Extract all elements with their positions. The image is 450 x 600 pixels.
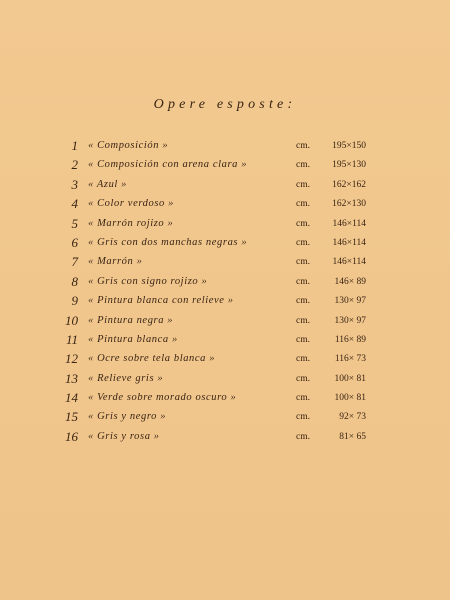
unit-label: cm. (296, 315, 310, 326)
work-size (296, 296, 366, 306)
work-title: « Marrón » (88, 256, 143, 268)
work-number: 11 (65, 331, 78, 347)
work-size (296, 354, 366, 364)
work-number: 1 (71, 138, 78, 153)
work-size (296, 180, 366, 190)
work-size (296, 219, 366, 229)
work-dimensions: 146×114 (332, 257, 366, 268)
work-title: « Ocre sobre tela blanca » (88, 353, 216, 365)
work-title: « Color verdoso » (88, 198, 174, 210)
list-item (56, 292, 366, 311)
work-number: 7 (71, 254, 78, 270)
list-item (56, 156, 366, 175)
work-title: « Gris y rosa » (88, 430, 160, 442)
list-item (56, 389, 366, 408)
unit-label: cm. (296, 218, 310, 229)
work-dimensions: 81× 65 (339, 431, 366, 442)
work-dimensions: 130× 97 (334, 315, 366, 326)
work-title: « Marrón rojizo » (88, 217, 174, 229)
list-item (56, 408, 366, 427)
work-number: 16 (65, 428, 78, 444)
unit-label: cm. (296, 373, 310, 384)
work-title: « Pintura blanca » (88, 333, 178, 345)
work-title: « Gris con signo rojizo » (88, 275, 208, 287)
work-dimensions: 146×114 (332, 237, 366, 248)
list-item (56, 137, 366, 156)
work-number: 2 (71, 157, 78, 173)
list-item (56, 331, 366, 350)
unit-label: cm. (296, 141, 310, 151)
work-dimensions: 92× 73 (339, 412, 366, 423)
work-dimensions: 130× 97 (334, 296, 366, 307)
unit-label: cm. (296, 257, 310, 268)
work-size (296, 277, 366, 287)
work-size (296, 316, 366, 326)
work-size (296, 141, 366, 151)
work-number: 15 (65, 409, 78, 425)
work-dimensions: 162×162 (332, 179, 366, 190)
work-number: 6 (71, 234, 78, 250)
work-number: 8 (71, 273, 78, 289)
work-dimensions: 162×130 (332, 199, 366, 210)
work-title: « Pintura negra » (88, 314, 174, 326)
work-size (296, 199, 366, 209)
work-size (296, 374, 366, 384)
work-number: 12 (65, 351, 78, 367)
list-item (56, 215, 366, 234)
work-size (296, 432, 366, 442)
work-number: 10 (65, 312, 78, 328)
work-number: 14 (65, 390, 78, 406)
page-heading: Opere esposte: (153, 97, 297, 112)
unit-label: cm. (296, 237, 310, 248)
work-size (296, 335, 366, 345)
unit-label: cm. (296, 431, 310, 442)
work-title: « Gris con dos manchas negras » (88, 236, 248, 248)
list-item (56, 176, 366, 195)
work-size (296, 257, 366, 267)
work-dimensions: 116× 89 (334, 334, 366, 345)
list-item (56, 234, 366, 253)
work-dimensions: 146× 89 (334, 276, 366, 287)
work-size (296, 238, 366, 248)
works-list (56, 137, 366, 447)
work-dimensions: 100× 81 (334, 393, 366, 404)
unit-label: cm. (296, 179, 310, 190)
list-item (56, 428, 366, 447)
work-title: « Composición con arena clara » (88, 159, 248, 171)
list-item (56, 253, 366, 272)
work-dimensions: 116× 73 (334, 354, 366, 365)
list-item (56, 350, 366, 369)
work-title: « Relieve gris » (88, 372, 164, 384)
list-item (56, 273, 366, 292)
list-item (56, 370, 366, 389)
work-number: 5 (71, 215, 78, 231)
work-dimensions: 146×114 (332, 218, 366, 229)
work-title: « Verde sobre morado oscuro » (88, 392, 237, 404)
unit-label: cm. (296, 393, 310, 404)
unit-label: cm. (296, 276, 310, 287)
unit-label: cm. (296, 412, 310, 423)
unit-label: cm. (296, 334, 310, 345)
list-item (56, 195, 366, 214)
unit-label: cm. (296, 160, 310, 171)
list-item (56, 312, 366, 331)
work-dimensions: 100× 81 (334, 373, 366, 384)
unit-label: cm. (296, 199, 310, 210)
work-dimensions: 195×150 (332, 141, 366, 151)
work-title: « Pintura blanca con relieve » (88, 295, 234, 307)
work-size (296, 160, 366, 170)
work-size (296, 412, 366, 422)
work-title: « Composición » (88, 140, 169, 151)
work-number: 3 (71, 176, 78, 192)
work-number: 9 (71, 293, 78, 309)
unit-label: cm. (296, 296, 310, 307)
work-title: « Gris y negro » (88, 411, 167, 423)
unit-label: cm. (296, 354, 310, 365)
work-number: 4 (71, 196, 78, 212)
work-size (296, 393, 366, 403)
work-number: 13 (65, 370, 78, 386)
work-dimensions: 195×130 (332, 160, 366, 171)
work-title: « Azul » (88, 178, 128, 190)
